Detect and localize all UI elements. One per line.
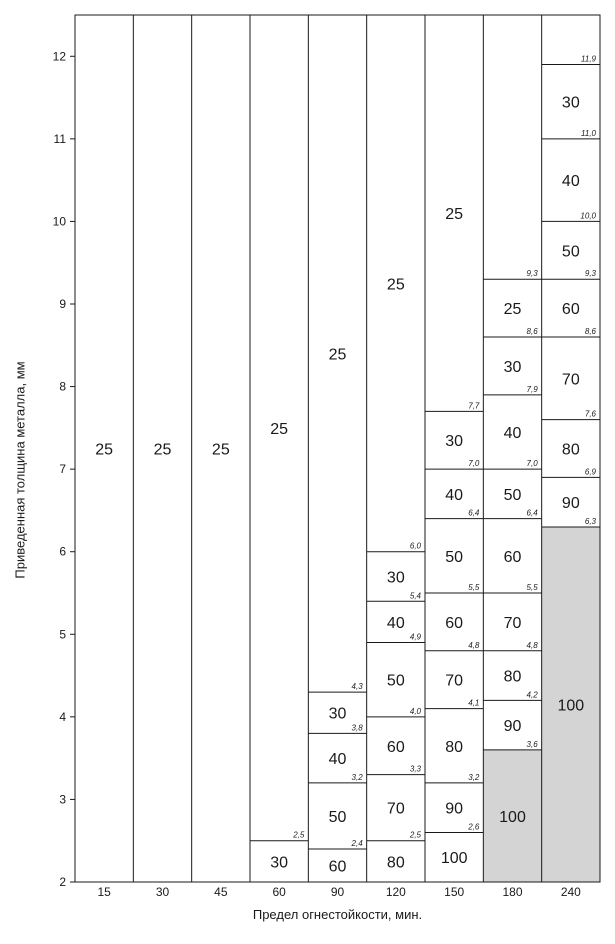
boundary-value: 4,9 bbox=[409, 632, 421, 642]
y-tick-label: 11 bbox=[53, 131, 66, 146]
cell-value: 50 bbox=[386, 672, 405, 690]
boundary-value: 3,2 bbox=[351, 772, 363, 782]
cell-value: 100 bbox=[499, 808, 526, 826]
cell-value: 40 bbox=[503, 424, 522, 442]
cell-value: 25 bbox=[270, 420, 289, 438]
boundary-value: 3,2 bbox=[468, 772, 480, 782]
boundary-value: 7,7 bbox=[468, 401, 480, 411]
cell-value: 30 bbox=[328, 705, 347, 723]
x-tick-label: 60 bbox=[272, 885, 286, 899]
cell-value: 60 bbox=[328, 858, 347, 876]
cell-value: 50 bbox=[503, 486, 522, 504]
cell-value: 70 bbox=[386, 800, 405, 818]
x-tick-label: 150 bbox=[444, 885, 465, 899]
cell-value: 90 bbox=[561, 495, 580, 513]
boundary-value: 4,8 bbox=[468, 640, 480, 650]
boundary-value: 8,6 bbox=[526, 327, 538, 337]
x-tick-label: 45 bbox=[214, 885, 228, 899]
boundary-value: 6,4 bbox=[468, 508, 480, 518]
y-tick-label: 2 bbox=[59, 875, 66, 889]
y-tick-label: 4 bbox=[59, 709, 66, 724]
cell-value: 25 bbox=[445, 206, 464, 224]
boundary-value: 5,5 bbox=[468, 583, 480, 592]
cell-value: 40 bbox=[445, 486, 464, 504]
boundary-value: 6,0 bbox=[409, 541, 421, 551]
cell-value: 50 bbox=[445, 548, 464, 566]
y-axis-label-text: Приведенная толщина металла, мм bbox=[12, 361, 28, 579]
x-tick-label: 120 bbox=[385, 885, 406, 899]
boundary-value: 7,0 bbox=[526, 459, 538, 469]
boundary-value: 4,1 bbox=[468, 698, 480, 708]
x-axis-label: Предел огнестойкости, мин. bbox=[252, 907, 423, 922]
cell-value: 80 bbox=[561, 441, 580, 459]
boundary-value: 7,0 bbox=[468, 459, 480, 469]
boundary-value: 11,9 bbox=[581, 54, 596, 64]
cell-value: 70 bbox=[503, 614, 522, 632]
cell-value: 70 bbox=[561, 371, 580, 389]
y-tick-label: 3 bbox=[59, 792, 66, 807]
x-tick-label: 240 bbox=[560, 885, 581, 899]
cell-value: 30 bbox=[561, 94, 580, 112]
x-tick-label: 30 bbox=[155, 885, 170, 899]
boundary-value: 3,8 bbox=[351, 723, 363, 733]
x-tick-label: 180 bbox=[502, 885, 523, 899]
cell-value: 25 bbox=[211, 441, 230, 459]
cell-value: 25 bbox=[386, 276, 405, 294]
cell-value: 100 bbox=[557, 697, 585, 715]
boundary-value: 5,5 bbox=[526, 583, 538, 592]
boundary-value: 9,3 bbox=[526, 269, 538, 279]
boundary-value: 6,4 bbox=[526, 508, 538, 518]
cell-value: 90 bbox=[445, 800, 464, 818]
boundary-value: 10,0 bbox=[580, 211, 596, 221]
y-tick-label: 6 bbox=[59, 544, 66, 559]
cell-value: 50 bbox=[328, 808, 347, 826]
cell-value: 30 bbox=[270, 854, 289, 872]
x-tick-label: 90 bbox=[330, 885, 345, 899]
cell-value: 50 bbox=[561, 243, 580, 261]
boundary-value: 2,5 bbox=[409, 830, 421, 840]
cell-value: 30 bbox=[386, 569, 405, 587]
x-tick-label: 15 bbox=[97, 885, 111, 899]
cell-value: 100 bbox=[440, 850, 468, 868]
boundary-value: 6,9 bbox=[584, 467, 596, 477]
cell-value: 70 bbox=[445, 672, 464, 690]
cell-value: 60 bbox=[386, 738, 405, 756]
boundary-value: 4,3 bbox=[351, 682, 363, 692]
cell-value: 60 bbox=[503, 548, 522, 566]
boundary-value: 4,8 bbox=[526, 640, 538, 650]
boundary-value: 9,3 bbox=[584, 269, 596, 279]
y-tick-label: 8 bbox=[59, 379, 66, 394]
boundary-value: 6,3 bbox=[584, 516, 596, 526]
cell-value: 40 bbox=[386, 614, 405, 632]
cell-value: 30 bbox=[445, 433, 464, 451]
boundary-value: 4,2 bbox=[526, 690, 538, 700]
cell-value: 60 bbox=[561, 301, 580, 319]
y-tick-label: 5 bbox=[59, 627, 66, 642]
boundary-value: 3,3 bbox=[409, 764, 421, 774]
cell-value: 25 bbox=[153, 441, 172, 459]
cell-value: 80 bbox=[386, 854, 405, 872]
y-tick-label: 12 bbox=[52, 49, 66, 64]
boundary-value: 11,0 bbox=[581, 128, 596, 138]
cell-value: 25 bbox=[95, 441, 114, 459]
cell-value: 60 bbox=[445, 614, 464, 632]
boundary-value: 2,6 bbox=[468, 822, 480, 832]
cell-value: 80 bbox=[503, 668, 522, 686]
cell-value: 25 bbox=[503, 301, 522, 319]
y-tick-label: 10 bbox=[52, 214, 66, 229]
y-tick-label: 9 bbox=[59, 297, 66, 311]
boundary-value: 5,4 bbox=[409, 591, 421, 601]
cell-value: 80 bbox=[445, 738, 464, 756]
cell-value: 25 bbox=[328, 346, 347, 364]
boundary-value: 7,6 bbox=[584, 409, 596, 419]
boundary-value: 8,6 bbox=[584, 327, 596, 337]
y-tick-label: 7 bbox=[59, 462, 66, 477]
cell-value: 90 bbox=[503, 718, 522, 736]
boundary-value: 2,4 bbox=[351, 838, 363, 848]
cell-value: 40 bbox=[561, 173, 580, 191]
boundary-value: 3,6 bbox=[526, 739, 538, 749]
boundary-value: 7,9 bbox=[526, 384, 538, 394]
boundary-value: 4,0 bbox=[409, 706, 421, 716]
cell-value: 30 bbox=[503, 358, 522, 376]
cell-value: 40 bbox=[328, 751, 347, 769]
boundary-value: 2,5 bbox=[293, 830, 305, 840]
